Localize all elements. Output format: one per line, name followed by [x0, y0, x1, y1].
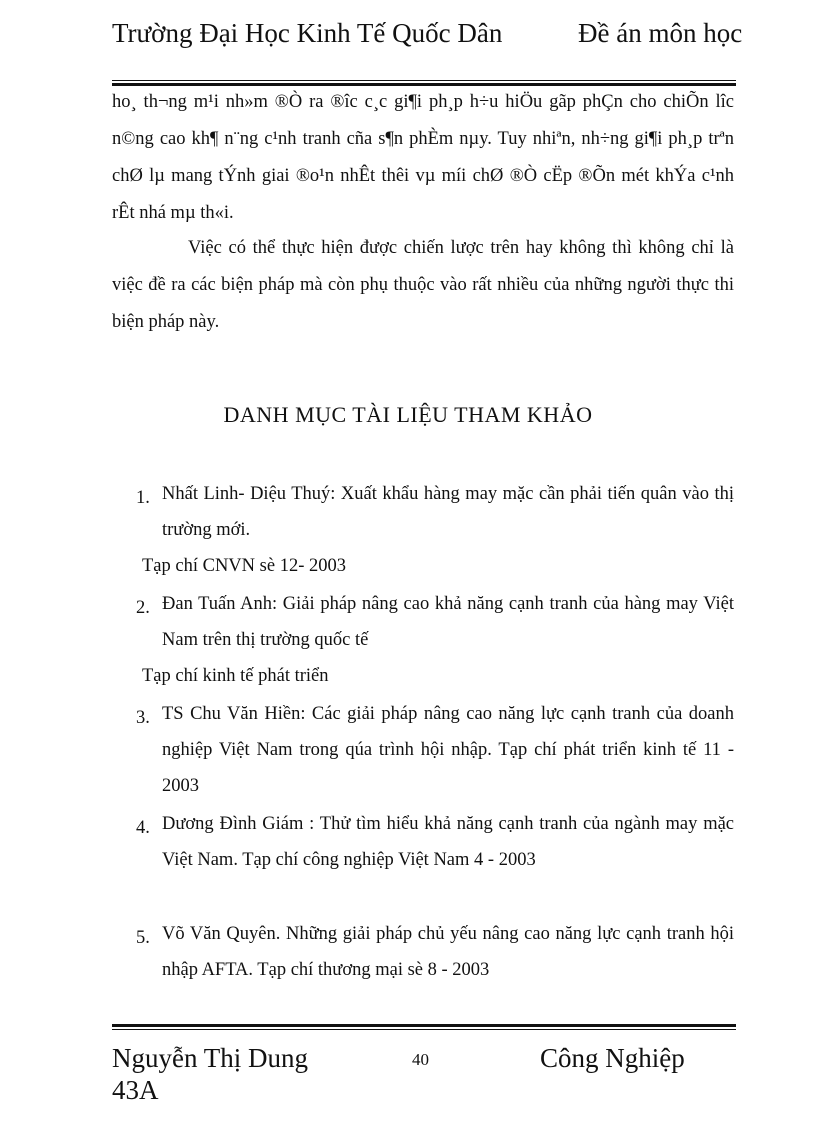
- footer-rule-thin: [112, 1029, 736, 1030]
- reference-item: [136, 586, 734, 658]
- reference-number: 4.: [136, 818, 150, 838]
- reference-number: 5.: [136, 928, 150, 948]
- header-school-name: Trường Đại Học Kinh Tế Quốc Dân: [112, 18, 503, 48]
- page-number: 40: [412, 1050, 429, 1069]
- reference-text: TS Chu Văn Hiền: Các giải pháp nâng cao năng lực cạnh tranh của doanh nghiệp Việt Nam trong qúa trình hội nhập. Tạp chí phát triển kinh tế 11 - 2003: [162, 704, 734, 796]
- reference-text: Võ Văn Quyên. Những giải pháp chủ yếu nâng cao năng lực cạnh tranh hội nhập AFTA. Tạp chí thương mại sè 8 - 2003: [162, 924, 734, 980]
- reference-number: 1.: [136, 488, 150, 508]
- reference-journal: Tạp chí kinh tế phát triển: [142, 666, 329, 686]
- continuation-paragraph: ho¸ th¬ng m¹i nh»m ®Ò ra ®îc c¸c gi¶i ph¸p h÷u hiÖu gãp phÇn cho chiÕn lîc n©ng cao kh¶ n¨ng c¹nh tranh cña s¶n phÈm nµy. Tuy nhiªn, nh÷ng gi¶i ph¸p trªn chØ lµ mang tÝnh giai ®o¹n nhÊt thêi vµ míi chØ ®Ò cËp ®Õn mét khÝa c¹nh rÊt nhá mµ th«i.: [112, 92, 734, 223]
- reference-text: Nhất Linh- Diệu Thuý: Xuất khẩu hàng may mặc cần phải tiến quân vào thị trường mới.: [162, 484, 734, 540]
- reference-item: [136, 916, 734, 988]
- footer-rule-thick: [112, 1024, 736, 1027]
- reference-item: [136, 476, 734, 548]
- reference-number: 3.: [136, 708, 150, 728]
- reference-journal: Tạp chí CNVN sè 12- 2003: [142, 556, 346, 576]
- reference-number: 2.: [136, 598, 150, 618]
- reference-text: Dương Đình Giám : Thử tìm hiểu khả năng cạnh tranh của ngành may mặc Việt Nam. Tạp chí công nghiệp Việt Nam 4 - 2003: [162, 814, 734, 870]
- footer-department: Công Nghiệp: [540, 1043, 685, 1073]
- body-paragraph: Việc có thể thực hiện được chiến lược trên hay không thì không chỉ là việc đề ra các biện pháp mà còn phụ thuộc vào rất nhiều của những người thực thi biện pháp này.: [112, 238, 734, 332]
- section-title: DANH MỤC TÀI LIỆU THAM KHẢO: [223, 402, 593, 427]
- footer-author: Nguyễn Thị Dung 43A: [112, 1043, 308, 1105]
- header-course-title: Đề án môn học: [578, 18, 743, 48]
- reference-item: [136, 806, 734, 878]
- reference-item: [136, 696, 734, 804]
- header-rule-thin: [112, 80, 736, 81]
- reference-text: Đan Tuấn Anh: Giải pháp nâng cao khả năng cạnh tranh của hàng may Việt Nam trên thị trường quốc tế: [162, 594, 734, 650]
